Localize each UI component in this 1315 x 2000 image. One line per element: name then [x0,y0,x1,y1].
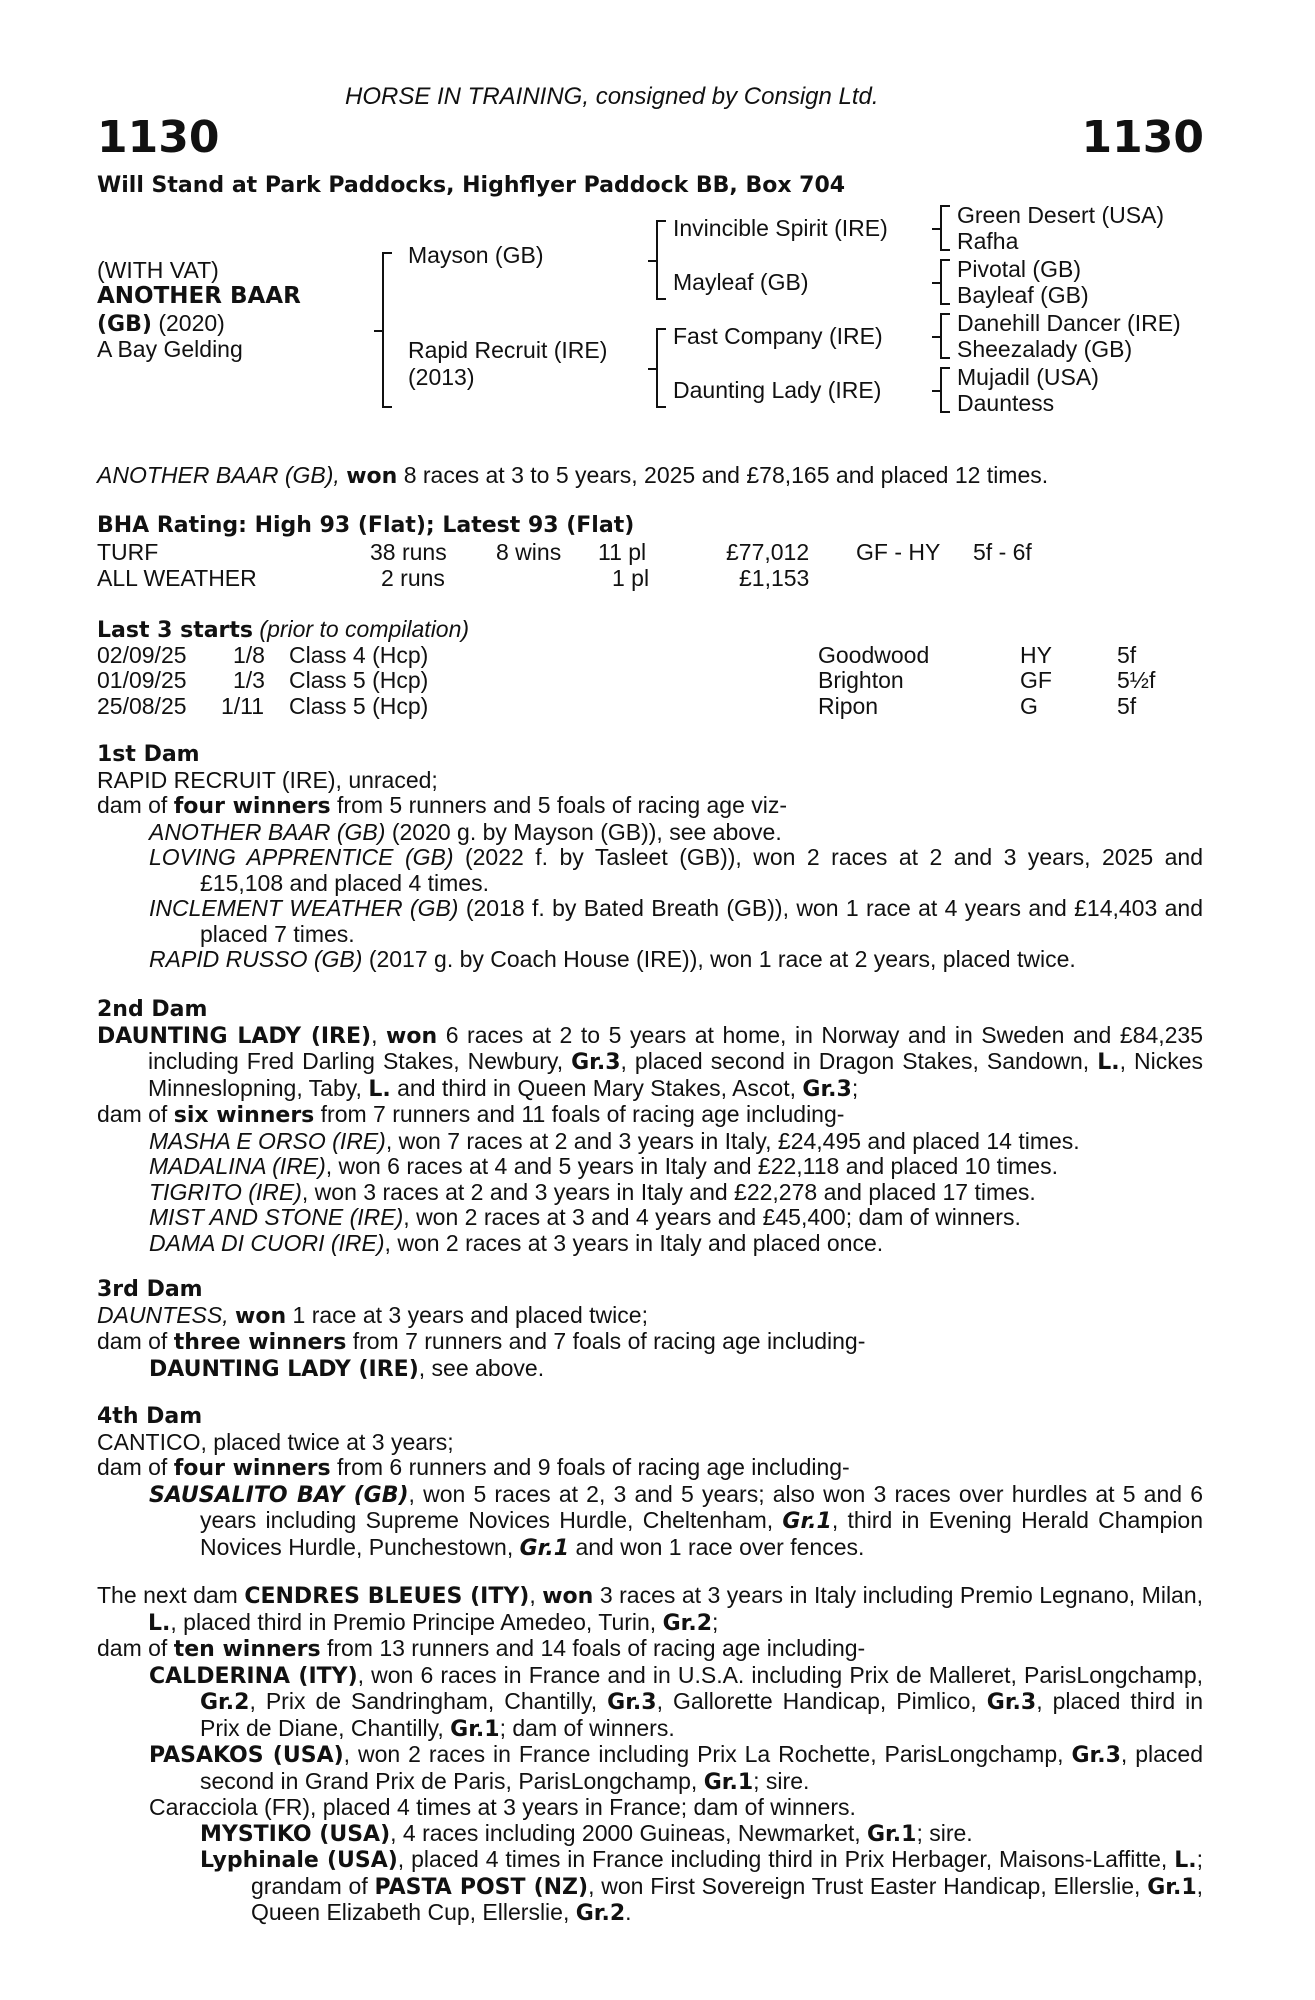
dam5-offspring-caracciola: Caracciola (FR), placed 4 times at 3 years in France; dam of winners. [149,1794,856,1820]
dam5-grandoffspring-lyphinale: Lyphinale (USA), placed 4 times in France including third in Prix Herbager, Maisons-Laffitte, L.; grandam of PASTA POST (NZ), won First Sovereign Trust Easter Handicap, Ellerslie, Gr.1, Queen Elizabeth Cup, Ellerslie, Gr.2. [200,1846,1204,1926]
dam5-offspring-calderina: CALDERINA (ITY), won 6 races in France and in U.S.A. including Prix de Malleret, ParisLongchamp, Gr.2, Prix de Sandringham, Chantilly, Gr.3, Gallorette Handicap, Pimlico, Gr.3, placed third in Prix de Diane, Chantilly, Gr.1; dam of winners. [149,1661,1204,1742]
start-3-going: G [1020,693,1038,719]
start-3-date: 25/08/25 [97,693,187,719]
start-2-class: Class 5 (Hcp) [289,667,429,693]
dam2-heading: 2nd Dam [97,997,208,1022]
dam1-heading: 1st Dam [97,742,200,767]
rating-turf-wins: 8 wins [496,539,562,565]
start-2-going: GF [1020,667,1052,693]
dam5-grandoffspring-mystiko: MYSTIKO (USA), 4 races including 2000 Guineas, Newmarket, Gr.1; sire. [200,1819,973,1847]
summary-line [97,462,1048,490]
dam1-line1: RAPID RECRUIT (IRE), unraced; [97,766,438,793]
lot-number-right: 1130 [1081,112,1204,163]
rating-aw-runs: 2 runs [381,565,445,591]
dam4-heading: 4th Dam [97,1404,203,1429]
dam2-offspring-3: TIGRITO (IRE), won 3 races at 2 and 3 years in Italy and £22,278 and placed 17 times. [149,1178,1036,1205]
horse-name: ANOTHER BAAR [97,283,301,309]
dam1-offspring-1: ANOTHER BAAR (GB) (2020 g. by Mayson (GB)), see above. [149,818,782,845]
pedigree-dam-sire: Fast Company (IRE) [673,323,883,349]
start-1-dist: 5f [1117,642,1137,668]
rating-turf-placed: 11 pl [598,539,647,565]
dam3-record: DAUNTESS, won 1 race at 3 years and placed twice; [97,1301,648,1329]
horse-country: (GB) [97,312,152,337]
start-1-going: HY [1020,642,1052,668]
rating-turf-distance: 5f - 6f [973,539,1032,565]
dam3-section [97,1277,1203,1382]
pedigree-sdd: Bayleaf (GB) [957,282,1089,308]
start-1-class: Class 4 (Hcp) [289,642,429,668]
dam2-offspring-2: MADALINA (IRE), won 6 races at 4 and 5 years in Italy and £22,118 and placed 10 times. [149,1153,1058,1179]
horse-country-year [97,310,225,338]
pedigree-dsd: Sheezalady (GB) [957,336,1133,362]
rating-aw-surface: ALL WEATHER [97,565,257,591]
location-line: Will Stand at Park Paddocks, Highflyer Paddock BB, Box 704 [97,173,846,198]
pedigree-dds: Mujadil (USA) [957,364,1099,390]
summary-name: ANOTHER BAAR (GB), [97,462,340,488]
start-1-pos: 1/8 [233,642,265,668]
pedigree-brace-ds [940,313,950,359]
dam4-record: CANTICO, placed twice at 3 years; [97,1428,454,1455]
pedigree-sire-dam: Mayleaf (GB) [673,269,809,295]
dam5-section [97,1583,1203,1927]
pedigree-brace-main [382,252,392,408]
pedigree-dam-year: (2013) [408,364,475,390]
pedigree-dss: Danehill Dancer (IRE) [957,310,1181,336]
lot-number-left: 1130 [97,112,220,163]
pedigree-dam: Rapid Recruit (IRE) [408,337,608,363]
last-starts-note: (prior to compilation) [259,616,470,642]
dam5-record: The next dam CENDRES BLEUES (ITY), won 3 races at 3 years in Italy including Premio Legnano, Milan, L., placed third in Premio Principe Amedeo, Turin, Gr.2; [97,1582,1204,1636]
last-starts-title: Last 3 starts [97,618,254,643]
dam4-dam-of: dam of four winners from 6 runners and 9 foals of racing age including- [97,1454,850,1481]
dam4-offspring-1: SAUSALITO BAY (GB), won 5 races at 2, 3 and 5 years; also won 3 races over hurdles at 5 and 6 years including Supreme Novices Hurdle, Cheltenham, Gr.1, third in Evening Herald Champion Novices Hurdle, Punchestown, Gr.1 and won 1 race over fences. [149,1480,1203,1561]
rating-turf-money: £77,012 [726,539,810,565]
dam1-offspring-4: RAPID RUSSO (GB) (2017 g. by Coach House (IRE)), won 1 race at 2 years, placed twice. [149,946,1076,972]
pedigree-brace-dam [656,328,666,408]
summary-text: 8 races at 3 to 5 years, 2025 and £78,165 and placed 12 times. [403,462,1049,488]
pedigree-sire-sire: Invincible Spirit (IRE) [673,215,888,241]
dam1-winners-count: four winners [173,794,331,819]
pedigree-brace-ss [940,205,950,251]
dam3-offspring-1: DAUNTING LADY (IRE), see above. [149,1354,545,1382]
rating-turf-going: GF - HY [856,539,941,565]
rating-turf-surface: TURF [97,539,159,565]
vat-label: (WITH VAT) [97,257,219,283]
start-2-dist: 5½f [1117,667,1156,693]
start-3-dist: 5f [1117,693,1137,719]
pedigree-sire: Mayson (GB) [408,242,544,268]
pedigree-sds: Pivotal (GB) [957,256,1081,282]
dam3-heading: 3rd Dam [97,1277,203,1302]
dam4-section [97,1404,1203,1561]
dam3-dam-of: dam of three winners from 7 runners and 7 foals of racing age including- [97,1328,866,1355]
dam2-offspring-5: DAMA DI CUORI (IRE), won 2 races at 3 years in Italy and placed once. [149,1229,884,1256]
start-3-class: Class 5 (Hcp) [289,693,429,719]
rating-aw-money: £1,153 [739,565,810,591]
horse-year: (2020) [158,310,225,336]
dam1-offspring-2: LOVING APPRENTICE (GB) (2022 f. by Tasleet (GB)), won 2 races at 2 and 3 years, 2025 and £15,108 and placed 4 times. [149,844,1203,896]
start-2-pos: 1/3 [233,667,265,693]
summary-won: won [346,464,398,489]
horse-description: A Bay Gelding [97,336,243,362]
pedigree-ssd: Rafha [957,228,1019,254]
start-2-date: 01/09/25 [97,667,187,693]
dam2-dam-of: dam of six winners from 7 runners and 11 foals of racing age including- [97,1101,845,1128]
pedigree-brace-dd [940,367,950,413]
rating-turf-runs: 38 runs [370,539,447,565]
dam1-section [97,742,1203,973]
dam5-dam-of: dam of ten winners from 13 runners and 14 foals of racing age including- [97,1635,866,1662]
start-2-course: Brighton [818,667,904,693]
pedigree-sss: Green Desert (USA) [957,202,1165,228]
pedigree-brace-sire [656,220,666,300]
dam2-offspring-1: MASHA E ORSO (IRE), won 7 races at 2 and 3 years in Italy, £24,495 and placed 14 times. [149,1127,1080,1154]
rating-aw-placed: 1 pl [612,565,650,591]
dam2-offspring-4: MIST AND STONE (IRE), won 2 races at 3 and 4 years and £45,400; dam of winners. [149,1204,1021,1230]
start-1-date: 02/09/25 [97,642,187,668]
start-3-course: Ripon [818,693,879,719]
dam2-section [97,997,1203,1256]
dam1-line2: dam of four winners from 5 runners and 5 foals of racing age viz- [97,792,788,819]
start-1-course: Goodwood [818,642,930,668]
consignment-line: HORSE IN TRAINING, consigned by Consign Ltd. [345,83,879,110]
dam2-record: DAUNTING LADY (IRE), won 6 races at 2 to 5 years at home, in Norway and in Sweden and £84,235 including Fred Darling Stakes, Newbury, Gr.3, placed second in Dragon Stakes, Sandown, L., Nickes Minneslopning, Taby, L. and third in Queen Mary Stakes, Ascot, Gr.3; [97,1021,1204,1102]
pedigree-brace-sd [940,259,950,305]
dam5-offspring-pasakos: PASAKOS (USA), won 2 races in France including Prix La Rochette, ParisLongchamp, Gr.3, placed second in Grand Prix de Paris, ParisLongchamp, Gr.1; sire. [149,1741,1203,1795]
pedigree-dam-dam: Daunting Lady (IRE) [673,377,882,403]
start-3-pos: 1/11 [221,693,265,719]
dam1-offspring-3: INCLEMENT WEATHER (GB) (2018 f. by Bated Breath (GB)), won 1 race at 4 years and £14,403 and placed 7 times. [149,895,1203,947]
last-starts-heading [97,616,469,644]
rating-heading: BHA Rating: High 93 (Flat); Latest 93 (Flat) [97,513,635,538]
pedigree-ddd: Dauntess [957,390,1055,416]
